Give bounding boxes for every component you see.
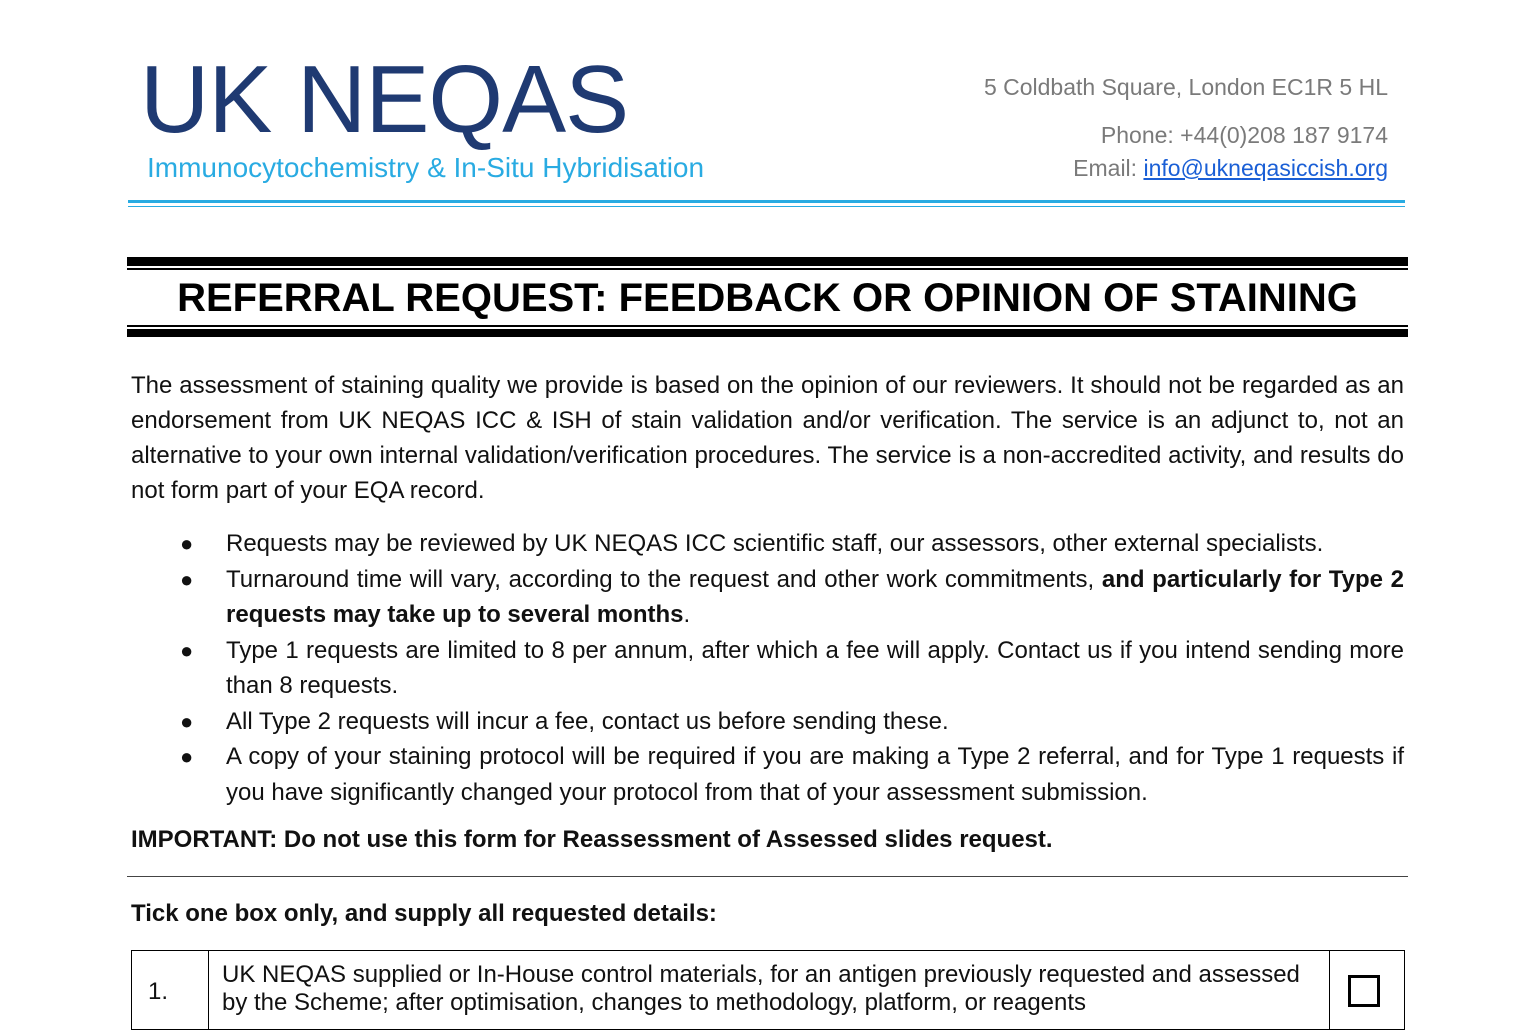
bullet-text-bold: and particularly for Type 2 requests may take up to several months — [226, 565, 1404, 628]
logo-subtitle: Immunocytochemistry & In-Situ Hybridisation — [147, 152, 705, 183]
header-divider — [128, 200, 1405, 203]
section-divider — [127, 876, 1408, 877]
bullet-text: Type 1 requests are limited to 8 per annum, after which a fee will apply. Contact us if you intend sending more than 8 requests. — [226, 636, 1404, 699]
email-link[interactable]: info@ukneqasiccish.org — [1143, 155, 1388, 181]
email-line — [1073, 155, 1388, 182]
tick-instructions: Tick one box only, and supply all requested details: — [131, 900, 717, 927]
bullet-icon: ● — [180, 744, 194, 769]
bullet-text: All Type 2 requests will incur a fee, contact us before sending these. — [226, 707, 949, 735]
info-bullet-list — [131, 526, 1404, 810]
title-rule-bottom-thin — [127, 325, 1408, 327]
bullet-item — [131, 526, 1404, 562]
bullet-text-end: . — [683, 601, 691, 628]
email-label: Email: — [1073, 155, 1144, 181]
option-checkbox[interactable] — [1348, 975, 1380, 1007]
address: 5 Coldbath Square, London EC1R 5 HL — [983, 74, 1388, 100]
logo-text: UK NEQAS — [140, 46, 629, 153]
bullet-item — [131, 633, 1404, 704]
bullet-item — [131, 704, 1404, 740]
bullet-item — [131, 562, 1404, 633]
bullet-item — [131, 739, 1404, 810]
title-rule-top-thin — [127, 268, 1408, 270]
phone: Phone: +44(0)208 187 9174 — [1100, 122, 1388, 148]
bullet-icon: ● — [180, 566, 194, 592]
title-rule-top — [127, 257, 1408, 266]
bullet-text: A copy of your staining protocol will be required if you are making a Type 2 referral, and for Type 1 requests if you have significantly changed your protocol from that of your assessment submission. — [226, 743, 1404, 806]
bullet-icon: ● — [180, 531, 194, 556]
option-number: 1. — [148, 978, 169, 1005]
bullet-icon: ● — [180, 708, 194, 734]
bullet-icon: ● — [180, 637, 194, 663]
option-check-cell — [1329, 951, 1404, 1029]
request-type-table — [131, 950, 1405, 1030]
title-rule-bottom — [127, 329, 1408, 337]
bullet-text: Requests may be reviewed by UK NEQAS ICC scientific staff, our assessors, other external specialists. — [226, 530, 1324, 557]
important-notice: IMPORTANT: Do not use this form for Reassessment of Assessed slides request. — [131, 826, 1053, 853]
logo-wordmark — [140, 46, 629, 153]
option-number-cell — [132, 951, 209, 1029]
document-title: REFERRAL REQUEST: FEEDBACK OR OPINION OF STAINING — [177, 276, 1358, 320]
intro-paragraph: The assessment of staining quality we provide is based on the opinion of our reviewers. It should not be regarded as an endorsement from UK NEQAS ICC & ISH of stain validation and/or verification. The service is an adjunct to, not an alternative to your own internal validation/verification procedures. The service is a non-accredited activity, and results do not form part of your EQA record. — [131, 372, 1404, 504]
header-divider-thin — [128, 206, 1405, 207]
bullet-text: Turnaround time will vary, according to the request and other work commitments, — [226, 565, 1102, 593]
option-description: UK NEQAS supplied or In-House control materials, for an antigen previously requested and assessed by the Scheme; after optimisation, changes to methodology, platform, or reagents — [222, 961, 1300, 1016]
